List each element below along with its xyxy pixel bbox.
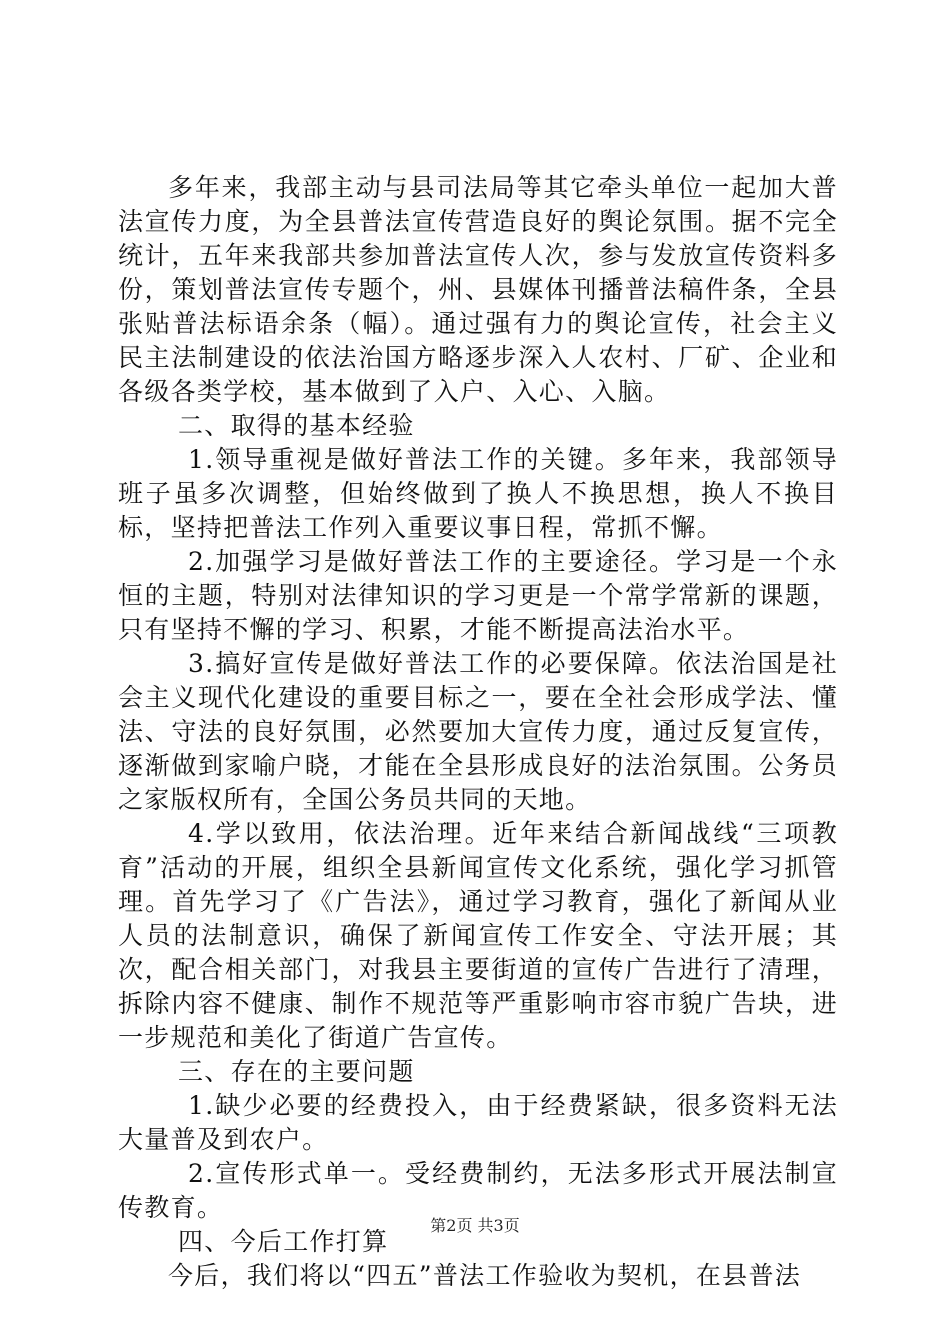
document-body [118, 171, 838, 1293]
section-heading-experience: 二、取得的基本经验 [178, 411, 415, 440]
paragraph-plans: 今后，我们将以“四五”普法工作验收为契机，在县普法 [168, 1261, 802, 1290]
list-item-application: 4.学以致用，依法治理。近年来结合新闻战线“三项教育”活动的开展，组织全县新闻宣传文化系统，强化学习抓管理。首先学习了《广告法》，通过学习教育，强化了新闻从业人员的法制意识，确保了新闻宣传工作安全、守法开展；其次，配合相关部门，对我县主要街道的宣传广告进行了清理，拆除内容不健康、制作不规范等严重影响市容市貌广告块，进一步规范和美化了街道广告宣传。 [118, 819, 838, 1052]
list-item-funding: 1.缺少必要的经费投入，由于经费紧缺，很多资料无法大量普及到农户。 [118, 1091, 838, 1154]
section-heading-problems: 三、存在的主要问题 [178, 1057, 415, 1086]
paragraph-intro: 多年来，我部主动与县司法局等其它牵头单位一起加大普法宣传力度，为全县普法宣传营造良好的舆论氛围。据不完全统计，五年来我部共参加普法宣传人次，参与发放宣传资料多份，策划普法宣传专题个，州、县媒体刊播普法稿件条，全县张贴普法标语余条（幅）。通过强有力的舆论宣传，社会主义民主法制建设的依法治国方略逐步深入人农村、厂矿、企业和各级各类学校，基本做到了入户、入心、入脑。 [118, 173, 838, 406]
section-heading-plans: 四、今后工作打算 [178, 1227, 389, 1256]
list-item-study: 2.加强学习是做好普法工作的主要途径。学习是一个永恒的主题，特别对法律知识的学习更是一个常学常新的课题，只有坚持不懈的学习、积累，才能不断提高法治水平。 [118, 547, 838, 644]
page-number-footer: 第2页 共3页 [430, 1216, 520, 1235]
list-item-format: 2.宣传形式单一。受经费制约，无法多形式开展法制宣传教育。 [118, 1159, 838, 1222]
list-item-publicity: 3.搞好宣传是做好普法工作的必要保障。依法治国是社会主义现代化建设的重要目标之一，要在全社会形成学法、懂法、守法的良好氛围，必然要加大宣传力度，通过反复宣传，逐渐做到家喻户晓，才能在全县形成良好的法治氛围。公务员之家版权所有，全国公务员共同的天地。 [118, 649, 838, 814]
list-item-leadership: 1.领导重视是做好普法工作的关键。多年来，我部领导班子虽多次调整，但始终做到了换人不换思想，换人不换目标，坚持把普法工作列入重要议事日程，常抓不懈。 [118, 445, 838, 542]
